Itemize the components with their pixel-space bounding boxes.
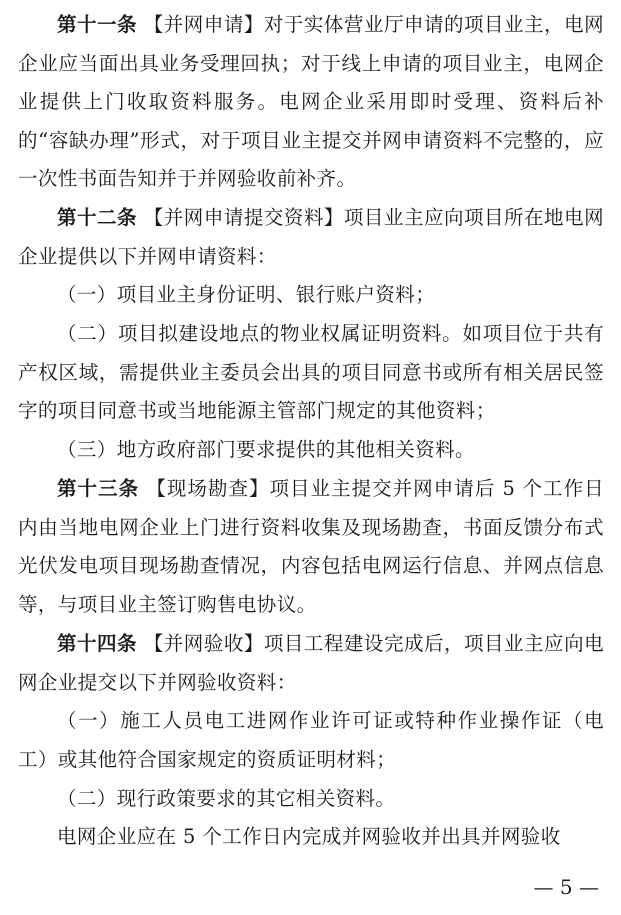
list-item: （二）现行政策要求的其它相关资料。 [57, 787, 396, 810]
article-heading: 第十四条 [57, 632, 138, 655]
article-body: 【并网申请】对于实体营业厅申请的项目业主，电网企业应当面出具业务受理回执；对于线上申请的项目业主，电网企业提供上门收取资料服务。电网企业采用即时受理、资料后补的“容缺办理”形式，对于项目业主提交并网申请资料不完整的，应一次性书面告知并于并网验收前补齐。 [18, 13, 604, 191]
article-14 [18, 625, 604, 702]
article-13 [18, 470, 604, 624]
article-body: 【并网验收】项目工程建设完成后，项目业主应向电网企业提交以下并网验收资料： [18, 632, 604, 694]
list-item: 电网企业应在 5 个工作日内完成并网验收并出具并网验收 [57, 825, 561, 848]
list-item: （一）施工人员电工进网作业许可证或特种作业操作证（电工）或其他符合国家规定的资质证明材料； [18, 709, 604, 771]
article-heading: 第十三条 [57, 477, 140, 500]
article-11 [18, 6, 604, 199]
article-heading: 第十二条 [57, 206, 138, 229]
article-body: 【现场勘查】项目业主提交并网申请后 5 个工作日内由当地电网企业上门进行资料收集及现场勘查，书面反馈分布式光伏发电项目现场勘查情况，内容包括电网运行信息、并网点信息等，与项目业主签订购售电协议。 [18, 477, 604, 616]
article-12 [18, 199, 604, 276]
list-item: （一）项目业主身份证明、银行账户资料； [57, 283, 436, 306]
article-body: 【并网申请提交资料】项目业主应向项目所在地电网企业提供以下并网申请资料： [18, 206, 604, 268]
list-item: （三）地方政府部门要求提供的其他相关资料。 [57, 438, 475, 461]
article-heading: 第十一条 [57, 13, 138, 36]
list-item: （二）项目拟建设地点的物业权属证明资料。如项目位于共有产权区域，需提供业主委员会出具的项目同意书或所有相关居民签字的项目同意书或当地能源主管部门规定的其他资料； [18, 322, 604, 423]
page-number: — 5 — [533, 875, 599, 899]
